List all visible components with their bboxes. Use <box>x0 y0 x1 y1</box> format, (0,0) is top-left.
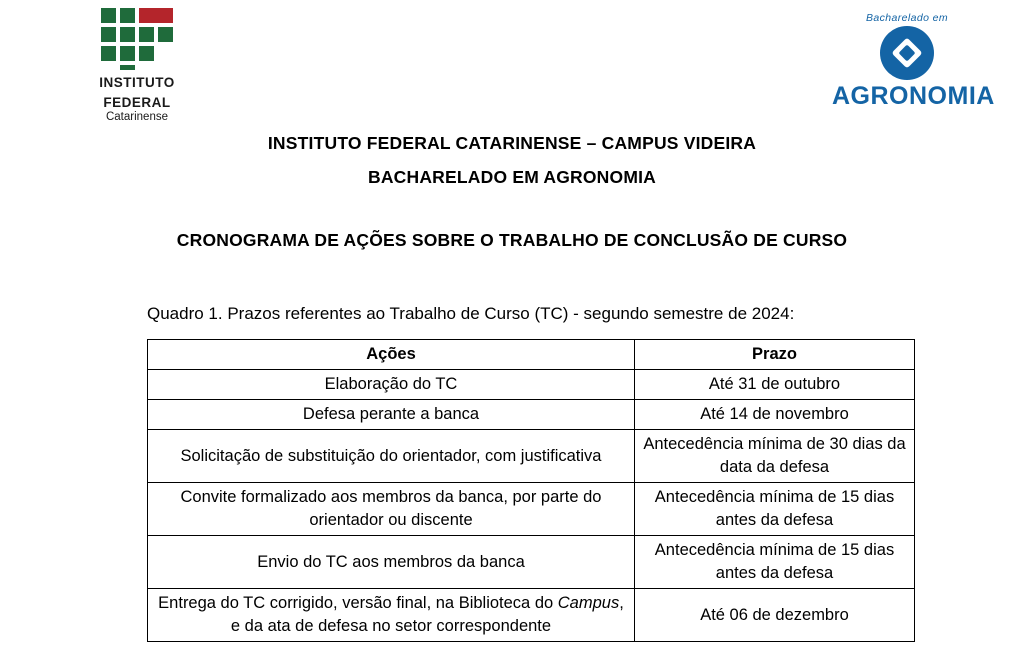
ifc-logo-line2: FEDERAL <box>103 95 171 110</box>
agronomia-star-icon <box>880 26 934 80</box>
ifc-logo-line1: INSTITUTO <box>99 75 175 90</box>
table-row <box>148 400 915 430</box>
table-cell-acao-italic: Campus <box>557 594 620 612</box>
table-caption: Quadro 1. Prazos referentes ao Trabalho de Curso (TC) - segundo semestre de 2024: <box>147 304 795 323</box>
table-header-row <box>148 340 915 370</box>
document-header <box>0 0 1024 123</box>
ifc-logo-line3: Catarinense <box>105 111 168 123</box>
agronomia-logo-arc-text: Bacharelado em <box>865 12 949 24</box>
ifc-logo <box>52 8 222 124</box>
table-cell-acao-post: , e da ata de defesa no setor correspondente <box>230 594 624 635</box>
table-cell-acao: Solicitação de substituição do orientador, com justificativa <box>148 430 635 483</box>
table-row <box>148 370 915 400</box>
table-cell-acao: Envio do TC aos membros da banca <box>148 536 635 589</box>
table-cell-prazo: Antecedência mínima de 30 dias da data da defesa <box>635 430 915 483</box>
table-cell-prazo: Até 06 de dezembro <box>635 589 915 642</box>
table-header-prazo: Prazo <box>635 340 915 370</box>
document-titles <box>0 126 1024 251</box>
table-row <box>148 483 915 536</box>
table-cell-acao-pre: Entrega do TC corrigido, versão final, na Biblioteca do <box>158 594 558 612</box>
table-cell-prazo: Antecedência mínima de 15 dias antes da defesa <box>635 483 915 536</box>
table-row <box>148 536 915 589</box>
table-cell-acao: Convite formalizado aos membros da banca, por parte do orientador ou discente <box>148 483 635 536</box>
table-cell-prazo: Até 14 de novembro <box>635 400 915 430</box>
table-cell-acao <box>148 589 635 642</box>
page-title: CRONOGRAMA DE AÇÕES SOBRE O TRABALHO DE CONCLUSÃO DE CURSO <box>176 230 848 250</box>
ifc-logo-mark-icon <box>101 8 173 70</box>
table-row <box>148 430 915 483</box>
table-row <box>148 589 915 642</box>
agronomia-logo <box>832 12 995 111</box>
schedule-table <box>147 339 915 642</box>
table-cell-prazo: Até 31 de outubro <box>635 370 915 400</box>
table-cell-acao: Defesa perante a banca <box>148 400 635 430</box>
title-institution: INSTITUTO FEDERAL CATARINENSE – CAMPUS VIDEIRA <box>267 133 757 153</box>
table-cell-acao: Elaboração do TC <box>148 370 635 400</box>
table-cell-prazo: Antecedência mínima de 15 dias antes da defesa <box>635 536 915 589</box>
agronomia-logo-word: AGRONOMIA <box>832 82 995 110</box>
table-header-acoes: Ações <box>148 340 635 370</box>
title-course: BACHARELADO EM AGRONOMIA <box>367 167 657 187</box>
